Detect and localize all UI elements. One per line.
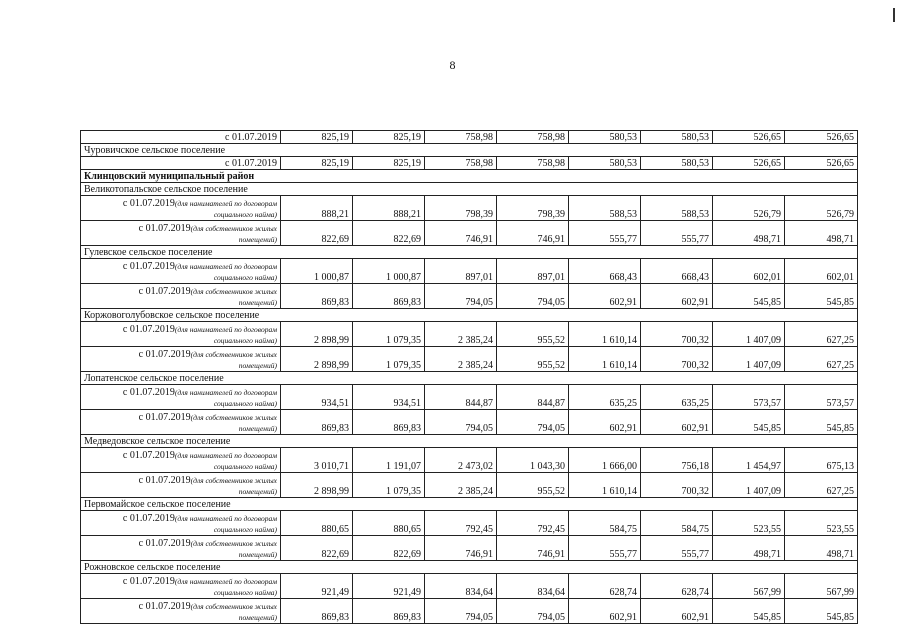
row-note-continued: помещений) <box>238 361 277 370</box>
row-note: (для собственников жилых <box>190 539 277 548</box>
table-row <box>81 511 858 536</box>
row-label <box>81 511 281 536</box>
tariff-value-cell: 822,69 <box>281 221 353 246</box>
tariff-value-cell: 756,18 <box>641 448 713 473</box>
row-label <box>81 131 281 144</box>
row-date: с 01.07.2019 <box>122 324 175 335</box>
tariff-value-cell: 602,01 <box>713 259 785 284</box>
row-date: с 01.07.2019 <box>138 475 191 486</box>
table-row <box>81 284 858 309</box>
tariff-value-cell: 880,65 <box>281 511 353 536</box>
table-row <box>81 385 858 410</box>
tariff-value-cell: 526,79 <box>713 196 785 221</box>
row-note-continued: помещений) <box>238 613 277 622</box>
row-label <box>81 196 281 221</box>
tariff-value-cell: 2 385,24 <box>425 473 497 498</box>
tariff-value-cell: 1 043,30 <box>497 448 569 473</box>
tariff-value-cell: 1 666,00 <box>569 448 641 473</box>
table-row <box>81 599 858 624</box>
tariff-value-cell: 545,85 <box>785 284 858 309</box>
settlement-header-row <box>81 561 858 574</box>
tariff-value-cell: 746,91 <box>425 536 497 561</box>
row-label <box>81 473 281 498</box>
tariff-value-cell: 580,53 <box>641 131 713 144</box>
tariff-value-cell: 567,99 <box>785 574 858 599</box>
row-date: с 01.07.2019 <box>122 576 175 587</box>
tariff-value-cell: 869,83 <box>353 599 425 624</box>
tariff-value-cell: 869,83 <box>353 284 425 309</box>
tariff-value-cell: 1 000,87 <box>353 259 425 284</box>
settlement-header-row <box>81 498 858 511</box>
tariff-value-cell: 2 473,02 <box>425 448 497 473</box>
tariff-value-cell: 545,85 <box>713 599 785 624</box>
row-label <box>81 322 281 347</box>
tariff-value-cell: 897,01 <box>497 259 569 284</box>
tariff-value-cell: 2 898,99 <box>281 473 353 498</box>
tariff-value-cell: 627,25 <box>785 473 858 498</box>
tariff-value-cell: 2 385,24 <box>425 322 497 347</box>
tariff-value-cell: 1 079,35 <box>353 322 425 347</box>
row-label <box>81 259 281 284</box>
settlement-header-row <box>81 144 858 157</box>
row-date: с 01.07.2019 <box>138 601 191 612</box>
tariff-value-cell: 555,77 <box>641 221 713 246</box>
tariff-value-cell: 545,85 <box>713 284 785 309</box>
tariff-value-cell: 1 610,14 <box>569 347 641 372</box>
table-row <box>81 322 858 347</box>
tariff-value-cell: 602,91 <box>569 284 641 309</box>
tariff-value-cell: 668,43 <box>569 259 641 284</box>
tariff-value-cell: 834,64 <box>425 574 497 599</box>
tariff-value-cell: 526,65 <box>713 131 785 144</box>
tariff-value-cell: 825,19 <box>353 157 425 170</box>
tariff-value-cell: 498,71 <box>713 536 785 561</box>
row-note: (для собственников жилых <box>190 602 277 611</box>
tariff-value-cell: 880,65 <box>353 511 425 536</box>
tariff-value-cell: 580,53 <box>641 157 713 170</box>
tariff-value-cell: 794,05 <box>497 599 569 624</box>
row-note: (для собственников жилых <box>190 476 277 485</box>
table-row <box>81 196 858 221</box>
tariff-value-cell: 746,91 <box>425 221 497 246</box>
district-title: Клинцовский муниципальный район <box>81 170 858 183</box>
row-note-continued: социального найма) <box>213 336 277 345</box>
tariff-value-cell: 869,83 <box>281 284 353 309</box>
tariff-value-cell: 584,75 <box>641 511 713 536</box>
tariff-value-cell: 1 079,35 <box>353 347 425 372</box>
row-note: (для нанимателей по договорам <box>174 577 277 586</box>
row-date: с 01.07.2019 <box>225 132 277 143</box>
tariff-value-cell: 758,98 <box>425 131 497 144</box>
tariff-value-cell: 567,99 <box>713 574 785 599</box>
tariff-value-cell: 700,32 <box>641 473 713 498</box>
tariff-value-cell: 545,85 <box>785 410 858 435</box>
row-note-continued: социального найма) <box>213 399 277 408</box>
tariff-value-cell: 580,53 <box>569 157 641 170</box>
row-label <box>81 536 281 561</box>
row-note-continued: социального найма) <box>213 210 277 219</box>
settlement-title: Рожновское сельское поселение <box>81 561 858 574</box>
table-row <box>81 347 858 372</box>
tariff-value-cell: 921,49 <box>353 574 425 599</box>
row-label <box>81 385 281 410</box>
tariff-value-cell: 545,85 <box>785 599 858 624</box>
tariff-value-cell: 588,53 <box>569 196 641 221</box>
row-date: с 01.07.2019 <box>122 513 175 524</box>
tariff-value-cell: 602,91 <box>569 599 641 624</box>
row-date: с 01.07.2019 <box>122 450 175 461</box>
settlement-header-row <box>81 309 858 322</box>
tariff-value-cell: 2 898,99 <box>281 347 353 372</box>
row-date: с 01.07.2019 <box>122 261 175 272</box>
tariff-value-cell: 602,91 <box>641 599 713 624</box>
table-row <box>81 473 858 498</box>
tariff-value-cell: 627,25 <box>785 322 858 347</box>
tariff-value-cell: 934,51 <box>281 385 353 410</box>
row-note-continued: помещений) <box>238 424 277 433</box>
tariff-value-cell: 1 407,09 <box>713 347 785 372</box>
tariff-value-cell: 555,77 <box>569 536 641 561</box>
tariff-value-cell: 897,01 <box>425 259 497 284</box>
tariff-value-cell: 825,19 <box>281 157 353 170</box>
district-header-row <box>81 170 858 183</box>
tariff-value-cell: 955,52 <box>497 347 569 372</box>
tariff-value-cell: 746,91 <box>497 536 569 561</box>
tariff-value-cell: 746,91 <box>497 221 569 246</box>
tariff-value-cell: 1 079,35 <box>353 473 425 498</box>
table-row <box>81 131 858 144</box>
tariff-value-cell: 700,32 <box>641 347 713 372</box>
row-note-continued: социального найма) <box>213 462 277 471</box>
tariff-value-cell: 869,83 <box>353 410 425 435</box>
settlement-header-row <box>81 435 858 448</box>
tariff-value-cell: 825,19 <box>353 131 425 144</box>
row-note-continued: помещений) <box>238 235 277 244</box>
row-note: (для собственников жилых <box>190 350 277 359</box>
tariff-value-cell: 1 191,07 <box>353 448 425 473</box>
row-note: (для собственников жилых <box>190 287 277 296</box>
tariff-value-cell: 700,32 <box>641 322 713 347</box>
tariff-value-cell: 523,55 <box>713 511 785 536</box>
tariff-value-cell: 955,52 <box>497 473 569 498</box>
tariff-value-cell: 635,25 <box>641 385 713 410</box>
row-note: (для собственников жилых <box>190 224 277 233</box>
tariff-value-cell: 1 407,09 <box>713 473 785 498</box>
tariff-value-cell: 545,85 <box>713 410 785 435</box>
tariff-value-cell: 792,45 <box>425 511 497 536</box>
row-date: с 01.07.2019 <box>138 349 191 360</box>
tariff-value-cell: 888,21 <box>353 196 425 221</box>
table-row <box>81 221 858 246</box>
settlement-title: Первомайское сельское поселение <box>81 498 858 511</box>
row-note: (для нанимателей по договорам <box>174 325 277 334</box>
row-note-continued: социального найма) <box>213 273 277 282</box>
tariff-value-cell: 498,71 <box>713 221 785 246</box>
row-date: с 01.07.2019 <box>138 538 191 549</box>
tariff-value-cell: 834,64 <box>497 574 569 599</box>
tariff-value-cell: 921,49 <box>281 574 353 599</box>
tariff-value-cell: 498,71 <box>785 536 858 561</box>
tariff-value-cell: 822,69 <box>353 221 425 246</box>
tariff-value-cell: 3 010,71 <box>281 448 353 473</box>
table-row <box>81 259 858 284</box>
tariff-value-cell: 758,98 <box>497 157 569 170</box>
tariff-value-cell: 758,98 <box>425 157 497 170</box>
row-date: с 01.07.2019 <box>122 387 175 398</box>
tariff-value-cell: 794,05 <box>425 284 497 309</box>
row-note: (для собственников жилых <box>190 413 277 422</box>
tariff-value-cell: 555,77 <box>569 221 641 246</box>
tariff-value-cell: 934,51 <box>353 385 425 410</box>
row-label <box>81 347 281 372</box>
tariff-value-cell: 573,57 <box>713 385 785 410</box>
row-note: (для нанимателей по договорам <box>174 262 277 271</box>
row-date: с 01.07.2019 <box>138 412 191 423</box>
tariff-value-cell: 794,05 <box>425 599 497 624</box>
tariff-value-cell: 869,83 <box>281 599 353 624</box>
table-row <box>81 448 858 473</box>
row-label <box>81 221 281 246</box>
table-row <box>81 410 858 435</box>
tariff-value-cell: 792,45 <box>497 511 569 536</box>
tariff-value-cell: 794,05 <box>497 284 569 309</box>
row-note: (для нанимателей по договорам <box>174 388 277 397</box>
row-date: с 01.07.2019 <box>225 158 277 169</box>
tariff-value-cell: 825,19 <box>281 131 353 144</box>
tariff-value-cell: 1 610,14 <box>569 473 641 498</box>
table-row <box>81 536 858 561</box>
tariff-table <box>80 130 858 624</box>
tariff-value-cell: 602,91 <box>641 284 713 309</box>
tariff-value-cell: 1 407,09 <box>713 322 785 347</box>
tariff-value-cell: 555,77 <box>641 536 713 561</box>
tariff-value-cell: 627,25 <box>785 347 858 372</box>
tariff-value-cell: 1 000,87 <box>281 259 353 284</box>
row-note: (для нанимателей по договорам <box>174 451 277 460</box>
tariff-value-cell: 668,43 <box>641 259 713 284</box>
tariff-value-cell: 523,55 <box>785 511 858 536</box>
tariff-value-cell: 602,01 <box>785 259 858 284</box>
tariff-value-cell: 844,87 <box>425 385 497 410</box>
tariff-value-cell: 844,87 <box>497 385 569 410</box>
tariff-value-cell: 794,05 <box>425 410 497 435</box>
tariff-value-cell: 794,05 <box>497 410 569 435</box>
row-note-continued: социального найма) <box>213 588 277 597</box>
row-date: с 01.07.2019 <box>138 286 191 297</box>
settlement-header-row <box>81 372 858 385</box>
row-label <box>81 157 281 170</box>
row-note: (для нанимателей по договорам <box>174 514 277 523</box>
tariff-value-cell: 602,91 <box>569 410 641 435</box>
page-number: 8 <box>449 58 456 72</box>
tariff-value-cell: 758,98 <box>497 131 569 144</box>
settlement-header-row <box>81 246 858 259</box>
tariff-value-cell: 822,69 <box>281 536 353 561</box>
tariff-value-cell: 526,65 <box>785 131 858 144</box>
tariff-value-cell: 2 385,24 <box>425 347 497 372</box>
tariff-value-cell: 822,69 <box>353 536 425 561</box>
tariff-value-cell: 580,53 <box>569 131 641 144</box>
scan-mark <box>893 8 895 22</box>
settlement-title: Медведовское сельское поселение <box>81 435 858 448</box>
tariff-value-cell: 2 898,99 <box>281 322 353 347</box>
tariff-value-cell: 869,83 <box>281 410 353 435</box>
tariff-value-cell: 584,75 <box>569 511 641 536</box>
settlement-title: Лопатенское сельское поселение <box>81 372 858 385</box>
tariff-value-cell: 588,53 <box>641 196 713 221</box>
tariff-value-cell: 628,74 <box>569 574 641 599</box>
tariff-value-cell: 526,65 <box>785 157 858 170</box>
settlement-title: Гулевское сельское поселение <box>81 246 858 259</box>
tariff-value-cell: 573,57 <box>785 385 858 410</box>
tariff-value-cell: 955,52 <box>497 322 569 347</box>
row-label <box>81 448 281 473</box>
settlement-title: Великотопальское сельское поселение <box>81 183 858 196</box>
row-date: с 01.07.2019 <box>122 198 175 209</box>
settlement-title: Чуровичское сельское поселение <box>81 144 858 157</box>
settlement-title: Коржовоголубовское сельское поселение <box>81 309 858 322</box>
tariff-value-cell: 635,25 <box>569 385 641 410</box>
tariff-value-cell: 675,13 <box>785 448 858 473</box>
tariff-value-cell: 798,39 <box>425 196 497 221</box>
tariff-value-cell: 526,65 <box>713 157 785 170</box>
row-label <box>81 599 281 624</box>
row-note-continued: помещений) <box>238 487 277 496</box>
tariff-value-cell: 628,74 <box>641 574 713 599</box>
row-label <box>81 574 281 599</box>
tariff-value-cell: 602,91 <box>641 410 713 435</box>
row-note-continued: социального найма) <box>213 525 277 534</box>
row-label <box>81 284 281 309</box>
table-row <box>81 157 858 170</box>
tariff-value-cell: 1 610,14 <box>569 322 641 347</box>
row-label <box>81 410 281 435</box>
tariff-value-cell: 798,39 <box>497 196 569 221</box>
tariff-table-body <box>81 131 858 624</box>
settlement-header-row <box>81 183 858 196</box>
tariff-value-cell: 498,71 <box>785 221 858 246</box>
row-note-continued: помещений) <box>238 550 277 559</box>
table-row <box>81 574 858 599</box>
row-note: (для нанимателей по договорам <box>174 199 277 208</box>
tariff-value-cell: 888,21 <box>281 196 353 221</box>
tariff-value-cell: 1 454,97 <box>713 448 785 473</box>
row-note-continued: помещений) <box>238 298 277 307</box>
row-date: с 01.07.2019 <box>138 223 191 234</box>
tariff-value-cell: 526,79 <box>785 196 858 221</box>
